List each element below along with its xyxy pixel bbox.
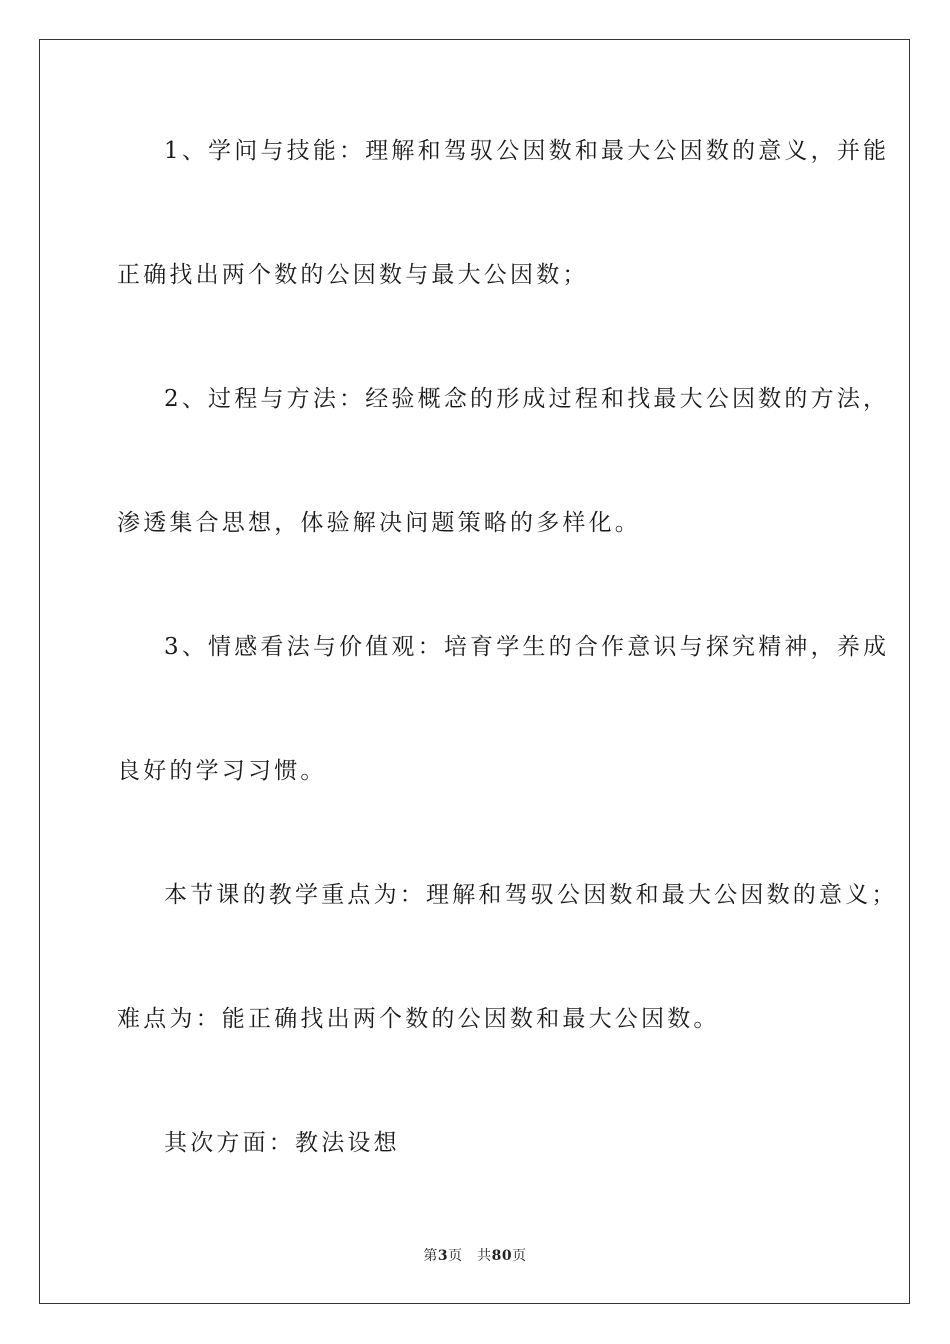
footer-total-pages: 80 bbox=[491, 1248, 513, 1264]
page-footer bbox=[0, 1247, 950, 1265]
page-border bbox=[39, 39, 910, 1304]
section-heading: 其次方面：教法设想 bbox=[164, 1130, 400, 1156]
paragraph-2-line-1: 2、过程与方法：经验概念的形成过程和找最大公因数的方法， bbox=[164, 386, 890, 412]
footer-current-page: 3 bbox=[437, 1248, 449, 1264]
footer-page-prefix: 第 bbox=[423, 1248, 438, 1264]
paragraph-2-line-2: 渗透集合思想，体验解决问题策略的多样化。 bbox=[117, 510, 641, 536]
paragraph-1-line-1: 1、学问与技能：理解和驾驭公因数和最大公因数的意义，并能 bbox=[164, 138, 890, 164]
paragraph-3-line-1: 3、情感看法与价值观：培育学生的合作意识与探究精神，养成 bbox=[164, 634, 890, 660]
paragraph-3-line-2: 良好的学习习惯。 bbox=[117, 758, 327, 784]
footer-page-mid: 页 共 bbox=[448, 1248, 492, 1264]
paragraph-4-line-2: 难点为：能正确找出两个数的公因数和最大公因数。 bbox=[117, 1006, 720, 1032]
paragraph-4-line-1: 本节课的教学重点为：理解和驾驭公因数和最大公因数的意义； bbox=[164, 882, 898, 908]
footer-page-suffix: 页 bbox=[512, 1248, 527, 1264]
paragraph-1-line-2: 正确找出两个数的公因数与最大公因数； bbox=[117, 262, 589, 288]
